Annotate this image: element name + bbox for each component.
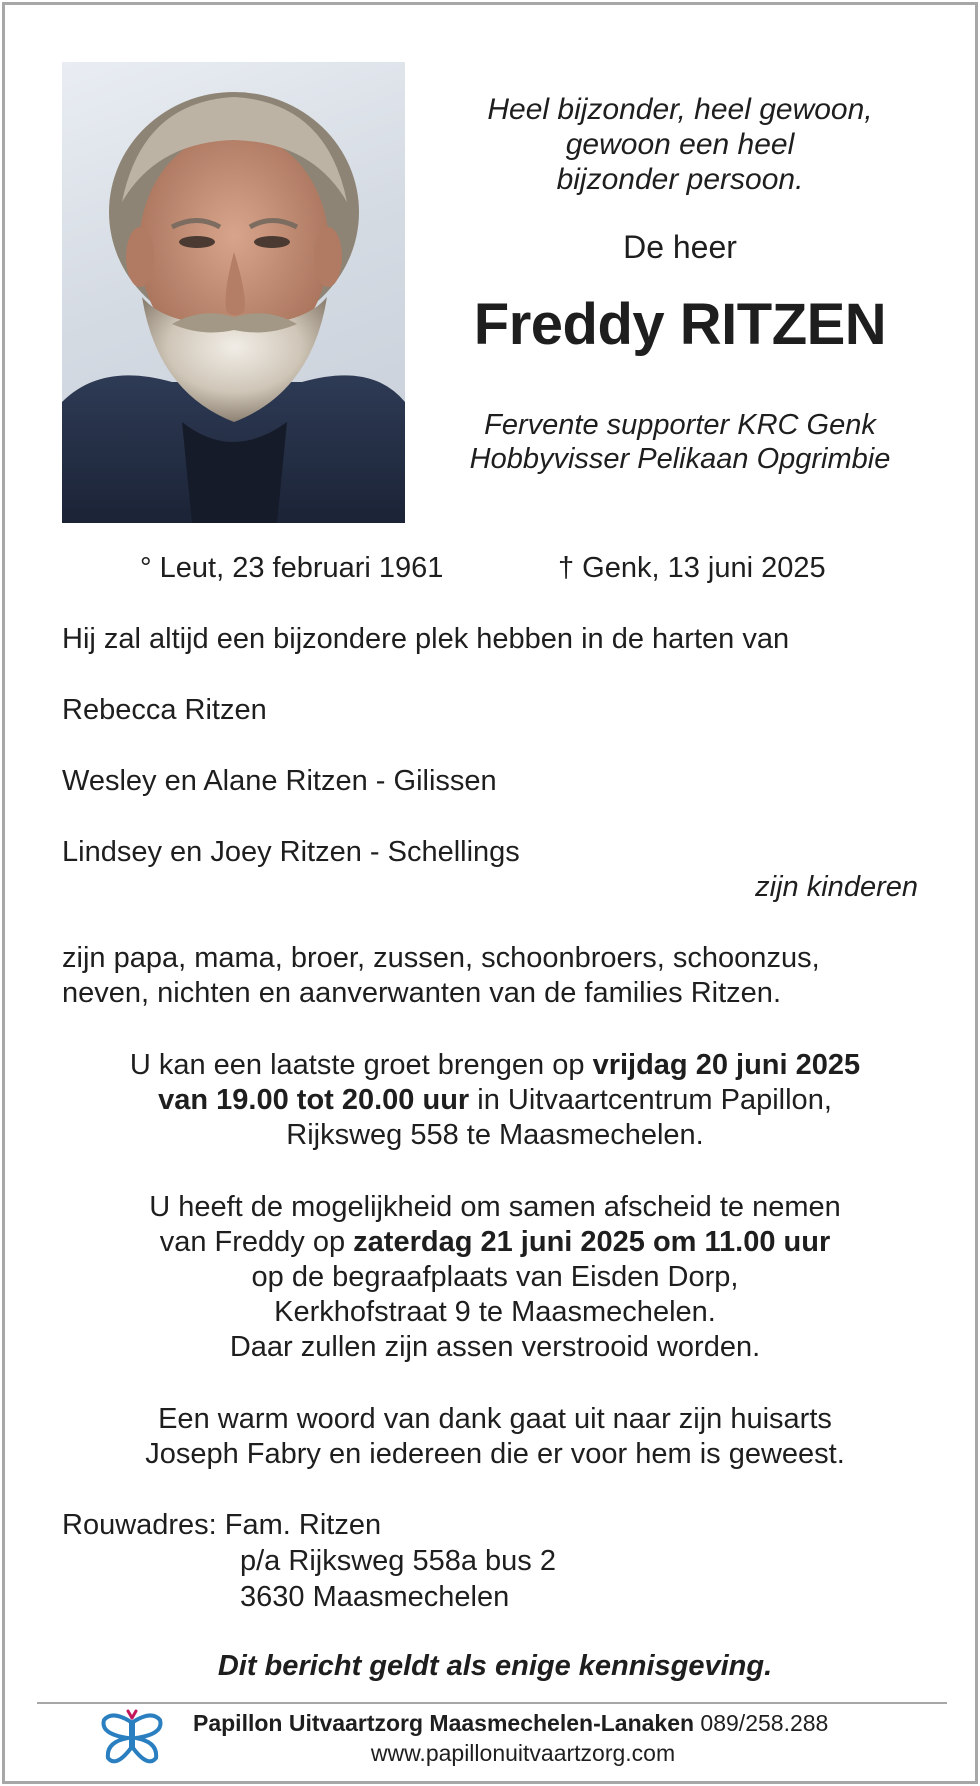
- birth-info: ° Leut, 23 februari 1961: [140, 552, 444, 584]
- child-name: Rebecca Ritzen: [62, 694, 267, 726]
- farewell-line: Daar zullen zijn assen verstrooid worden.: [229, 1331, 761, 1363]
- tag-line: Hobbyvisser Pelikaan Opgrimbie: [469, 443, 891, 475]
- death-info: † Genk, 13 juni 2025: [558, 552, 826, 584]
- funeral-home-name: Papillon Uitvaartzorg Maasmechelen-Lanaken: [193, 1710, 695, 1736]
- thanks-line: Joseph Fabry en iedereen die er voor hem is geweest.: [145, 1438, 845, 1470]
- family-line: zijn papa, mama, broer, zussen, schoonbroers, schoonzus,: [62, 942, 820, 974]
- quote-text: [425, 92, 935, 197]
- obituary-card: [2, 2, 978, 1784]
- quote-line: bijzonder persoon.: [556, 163, 804, 196]
- mourning-address-line: 3630 Maasmechelen: [240, 1581, 510, 1613]
- butterfly-icon: [98, 1708, 166, 1770]
- farewell-line: U heeft de mogelijkheid om samen afscheid te nemen: [149, 1191, 841, 1223]
- visit-date: vrijdag 20 juni 2025: [592, 1049, 861, 1081]
- farewell-info: [45, 1190, 945, 1365]
- visit-time: van 19.00 tot 20.00 uur: [158, 1084, 470, 1116]
- honorific: De heer: [623, 229, 737, 265]
- visitation-info: [45, 1048, 945, 1153]
- portrait-photo: [62, 62, 405, 523]
- funeral-home-phone: 089/258.288: [694, 1710, 829, 1736]
- tag-line: Fervente supporter KRC Genk: [484, 409, 876, 441]
- farewell-pre: van Freddy op: [159, 1226, 354, 1258]
- thanks-text: [45, 1402, 945, 1472]
- child-name: Wesley en Alane Ritzen - Gilissen: [62, 765, 497, 797]
- funeral-home-info: [193, 1707, 828, 1739]
- child-name: Lindsey en Joey Ritzen - Schellings: [62, 836, 520, 868]
- mourning-address-line: p/a Rijksweg 558a bus 2: [240, 1545, 556, 1577]
- footer-divider: [37, 1702, 947, 1704]
- visit-pre: U kan een laatste groet brengen op: [129, 1049, 593, 1081]
- quote-line: gewoon een heel: [565, 128, 795, 161]
- mourning-address-label: Rouwadres: Fam. Ritzen: [62, 1509, 382, 1541]
- closing-notice: Dit bericht geldt als enige kennisgeving.: [217, 1650, 773, 1682]
- children-role: zijn kinderen: [755, 871, 918, 903]
- farewell-line: Kerkhofstraat 9 te Maasmechelen.: [274, 1296, 716, 1328]
- quote-line: Heel bijzonder, heel gewoon,: [487, 93, 873, 126]
- deceased-name: Freddy RITZEN: [473, 292, 887, 357]
- funeral-home-website[interactable]: www.papillonuitvaartzorg.com: [370, 1740, 676, 1766]
- personal-tags: [425, 408, 935, 476]
- thanks-line: Een warm woord van dank gaat uit naar zijn huisarts: [158, 1403, 832, 1435]
- intro-text: Hij zal altijd een bijzondere plek hebben in de harten van: [62, 623, 790, 655]
- visit-address: Rijksweg 558 te Maasmechelen.: [286, 1119, 704, 1151]
- family-line: neven, nichten en aanverwanten van de families Ritzen.: [62, 977, 781, 1009]
- farewell-when: zaterdag 21 juni 2025 om 11.00 uur: [353, 1226, 831, 1258]
- visit-location: in Uitvaartcentrum Papillon,: [469, 1084, 832, 1116]
- farewell-line: op de begraafplaats van Eisden Dorp,: [251, 1261, 739, 1293]
